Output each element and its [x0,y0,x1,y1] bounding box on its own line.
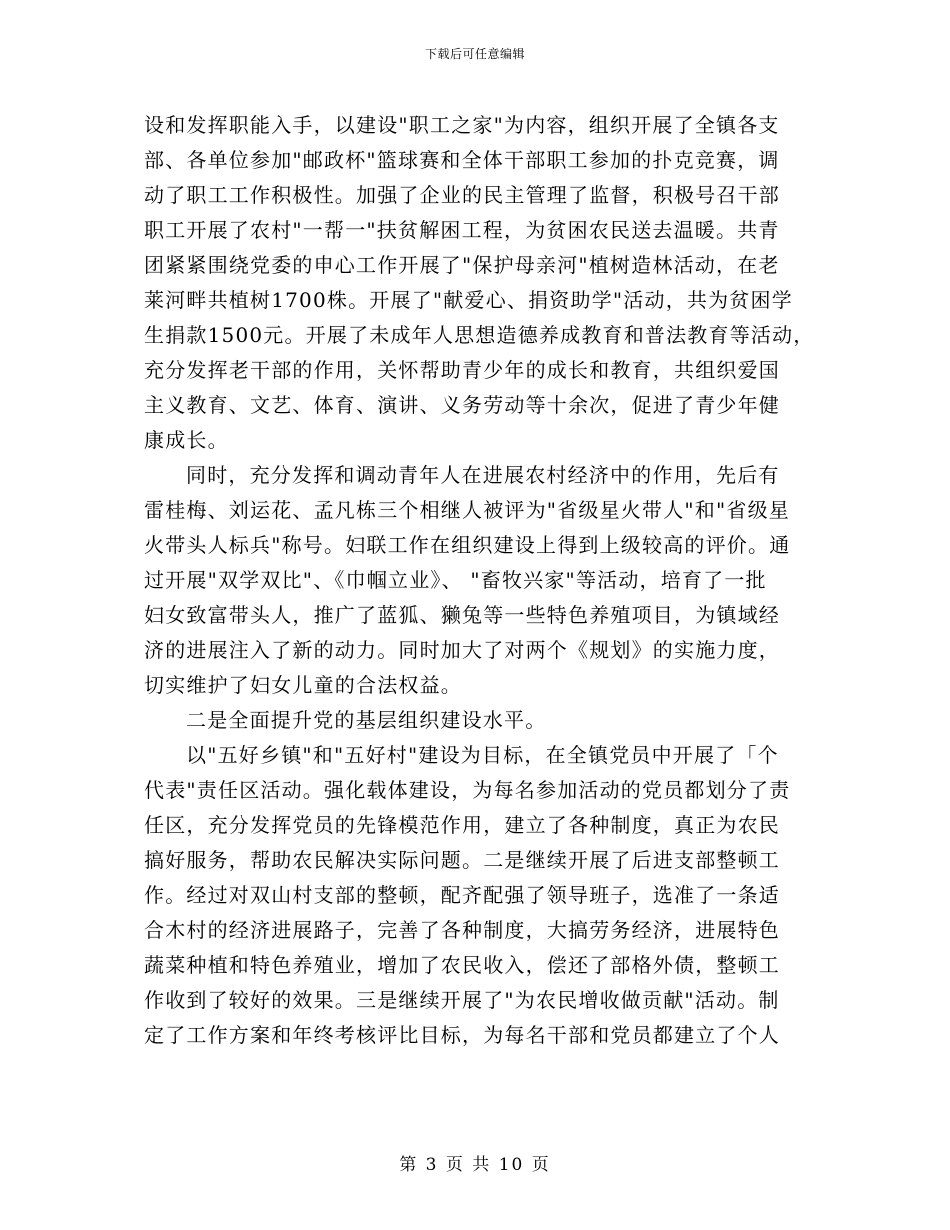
text-line: 部、各单位参加"邮政杯"篮球赛和全体干部职工参加的扑克竞赛，调 [144,148,780,172]
text-line: 设和发挥职能入手，以建设"职工之家"为内容，组织开展了全镇各支 [144,113,780,137]
text-line: 合木村的经济进展路子，完善了各种制度，大搞劳务经济，进展特色 [144,918,780,942]
text-line: 定了工作方案和年终考核评比目标，为每名干部和党员都建立了个人 [144,1023,780,1047]
text-line: 妇女致富带头人，推广了蓝狐、獭兔等一些特色养殖项目，为镇域经 [144,603,780,627]
text-line: 济的进展注入了新的动力。同时加大了对两个《规划》的实施力度， [144,638,780,662]
text-line: 主义教育、文艺、体育、演讲、义务劳动等十余次，促进了青少年健 [144,393,780,417]
text-line: 康成长。 [144,428,229,452]
text-line: 莱河畔共植树1700株。开展了"献爱心、捐资助学"活动，共为贫困学 [144,288,793,312]
text-line: 雷桂梅、刘运花、孟凡栋三个相继人被评为"省级星火带人"和"省级星 [144,498,790,522]
text-line: 任区，充分发挥党员的先锋模范作用，建立了各种制度，真正为农民 [144,813,780,837]
text-line: 团紧紧围绕党委的申心工作开展了"保护母亲河"植树造林活动，在老 [144,253,780,277]
page-number: 第 3 页 共 10 页 [399,1155,551,1175]
text-line: 火带头人标兵"称号。妇联工作在组织建设上得到上级较高的评价。通 [144,533,791,557]
paragraph-first-line: 以"五好乡镇"和"五好村"建设为目标，在全镇党员中开展了「个 [186,743,779,767]
page-header: 下载后可任意编辑 [424,47,525,61]
text-line: 生捐款1500元。开展了未成年人思想造德养成教育和普法教育等活动， [144,323,815,347]
document-body [144,108,816,1053]
text-line: 职工开展了农村"一帮一"扶贫解困工程，为贫困农民送去温暖。共青 [144,218,780,242]
text-line: 动了职工工作积极性。加强了企业的民主管理了监督，积极号召干部 [144,183,780,207]
text-line: 搞好服务，帮助农民解决实际问题。二是继续开展了后进支部整顿工 [144,848,780,872]
section-heading: 二是全面提升党的基层组织建设水平。 [186,708,547,732]
text-line: 代表"责任区活动。强化载体建设，为每名参加活动的党员都划分了责 [144,778,791,802]
text-line: 作。经过对双山村支部的整顿，配齐配强了领导班子，选准了一条适 [144,883,780,907]
text-line: 蔬菜种植和特色养殖业，增加了农民收入，偿还了部格外债，整顿工 [144,953,780,977]
text-line: 过开展"双学双比"、《巾帼立业》、 "畜牧兴家"等活动，培育了一批 [144,568,767,592]
text-line: 充分发挥老干部的作用，关怀帮助青少年的成长和教育，共组织爱国 [144,358,780,382]
text-line: 切实维护了妇女儿童的合法权益。 [144,673,462,697]
paragraph-first-line: 同时，充分发挥和调动青年人在进展农村经济中的作用，先后有 [186,463,780,487]
text-line: 作收到了较好的效果。三是继续开展了"为农民增收做贡献"活动。制 [144,988,780,1012]
